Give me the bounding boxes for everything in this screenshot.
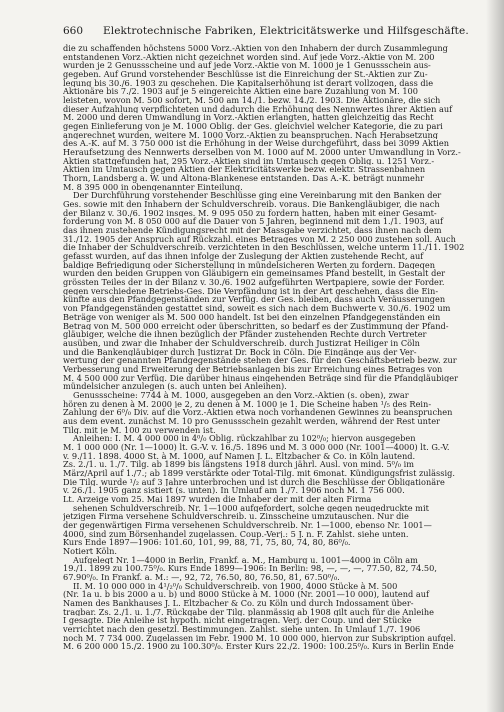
page-header	[63, 25, 483, 39]
text-line: künfte aus den Pfandgegenständen zur Verfüg. der Ges. bleiben, dass auch Veräusserungen	[63, 295, 446, 305]
text-line: entstandenen Vorz.-Aktien nicht gezeichnet worden sind. Auf jede Vorz.-Aktie von M. 200	[63, 52, 435, 62]
text-line: noch M. 7 734 000. Zugelassen im Febr. 1900 M. 10 000 000, hiervon zur Subskription aufgel.	[63, 633, 456, 643]
text-line: angerechnet wurden, weitere M. 1000 Vorz.-Aktien zu beanspruchen. Nach Herabsetzung	[63, 130, 439, 140]
text-line: Aufgelegt Nr. 1—4000 in Berlin, Frankf. a. M., Hamburg u. 1001—4000 in Cöln am	[73, 555, 418, 565]
text-line: die zu schaffenden höchstens 5000 Vorz.-Aktien von den Inhabern der durch Zusammlegung	[63, 44, 448, 53]
text-line: Beträge von weniger als M. 500 000 handelt. Ist bei den einzelnen Pfandgegenständen ein	[63, 312, 441, 322]
text-line: M. 6 200 000 15./2. 1900 zu 100.30⁰/₀. Erster Kurs 22./2. 1900: 100.25⁰/₀. Kurs in Berlin Ende	[63, 642, 454, 652]
text-line: Die Tilg. wurde ¹/₂ auf 3 Jahre unterbrochen und ist durch die Beschlüsse der Obligationäre	[63, 477, 445, 487]
text-line: wertung der genannten Pfandgegenstände stehen der Ges. für den Geschäftsbetrieb bezw. zur	[63, 356, 457, 365]
text-line: I gesagte. Die Anleihe ist hypoth. nicht eingetragen. Verj. der Coup. und der Stücke	[63, 616, 412, 626]
text-line: hören zu denen à M. 2000 je 2, zu denen à M. 1000 je 1. Die Scheine haben ¹/₅ des Rein-	[63, 399, 432, 409]
text-line: Der Durchführung vorstehender Beschlüsse ging eine Vereinbarung mit den Banken der	[73, 191, 442, 201]
text-line: M. 4 500 000 zur Verfüg. Die darüber hinaus eingehenden Beträge sind für die Pfandgläubiger	[63, 373, 458, 383]
text-line: Aktien im Umtausch gegen Aktien der Elektricitätswerke bezw. elektr. Strassenbahnen	[63, 165, 426, 175]
text-line: ausüben, und zwar die Inhaber der Schuldverschreib. durch Justizrat Heiliger in Cöln	[63, 338, 420, 348]
text-line: verrichtet nach den gesetzl. Bestimmungen. Zahlst. siehe unten. In Umlauf 1./7. 1906	[63, 625, 421, 634]
text-line: Tilg. mit je M. 100 zu verwenden ist.	[63, 425, 216, 435]
text-line: das ihnen zustehende Kündigungsrecht mit der Massgabe verzichtet, dass ihnen nach dem	[63, 226, 442, 235]
text-line: Betrag von M. 500 000 erreicht oder überschritten, so bedarf es der Zustimmung der Pfand-	[63, 321, 449, 331]
text-line: v. 26./1. 1905 ganz sistiert (s. unten). In Umlauf am 1./7. 1906 noch M. 1 756 000.	[63, 486, 405, 495]
text-line: Lt. Arzeige vom 25. Mai 1897 wurden die Inhaber der mit der alten Firma	[63, 494, 372, 504]
text-line: jetzigen Firma versehene Schuldverschreib. u. Zinsscheine umzutauschen. Nur die	[63, 512, 409, 521]
text-line: von Pfandgegenständen gestattet sind, soweit es sich nach dem Buchwerte v. 30./6. 1902 um	[63, 304, 451, 313]
text-line: der Bilanz v. 30./6. 1902 insges. M. 9 095 050 zu fordern hatten, haben mit einer Gesamt-	[63, 208, 437, 218]
text-line: M. 8 395 000 in obengenannter Einteilung.	[63, 182, 243, 192]
text-line: Aktionäre bis 7./2. 1903 auf je 5 eingereichte Aktien eine bare Zuzahlung von M. 100	[63, 87, 418, 97]
body-text	[63, 44, 487, 651]
running-title: Elektrotechnische Fabriken, Elektricitätswerke und Hilfsgeschäfte.	[103, 25, 469, 37]
text-line: gegen Einlieferung von je M. 1000 Oblig. der Ges. gleichviel welcher Kategorie, die zu pari	[63, 122, 443, 131]
text-line: gegeben. Auf Grund vorstehender Beschlüsse ist die Einreichung der St.-Aktien zur Zu-	[63, 70, 428, 79]
text-line: wurden je 2 Genussscheine und auf jede Vorz.-Aktie von M. 1000 je 1 Genussschein aus-	[63, 61, 431, 71]
text-line: mündelsicher anzulegen (s. auch unten bei Anleihen).	[63, 382, 287, 391]
text-line: 4000, sind zum Börsenhandel zugelassen. Coup.-Verj.: 5 J. n. F. Zahlst. siehe unten.	[63, 529, 409, 539]
text-line: Zahlung der 6⁰/₀ Div. auf die Vorz.-Aktien etwa noch vorhandenen Gewinnes zu beanspruchen	[63, 408, 453, 417]
text-line: Aktien stattgefunden hat, 295 Vorz.-Aktien sind im Umtausch gegen Oblig. u. 1251 Vorz.-	[63, 156, 435, 166]
text-line: des A.-K. auf M. 3 750 000 ist die Erhöhung in der Weise durchgeführt, dass bei 3099 Aktien	[63, 139, 450, 149]
text-line: M. 2000 und deren Umwandlung in Vorz.-Aktien erlangten, hatten gleichzeitig das Recht	[63, 113, 434, 123]
text-line: Kurs Ende 1897—1906: 101.60, 101, 99, 88, 71, 75, 80, 74, 80, 86⁰/₀.	[63, 538, 351, 547]
text-line: grössten Teiles der in der Bilanz v. 30./6. 1902 aufgeführten Wertpapiere, sowie der Forder.	[63, 278, 445, 287]
text-line: 19./1. 1899 zu 100.75⁰/₀. Kurs Ende 1899—1906: In Berlin: 98, —, —, —, 77.50, 82, 74.50,	[63, 564, 437, 573]
page-edge-shadow	[486, 0, 504, 712]
text-line: dieser Aufzahlung verpflichteten und dadurch die Erhöhung des Nennwertes ihrer Aktien auf	[63, 104, 453, 114]
text-line: (Nr. 1a u. b bis 2000 a u. b) und 8000 Stücke à M. 1000 (Nr. 2001—10 000), lautend auf	[63, 590, 430, 599]
text-line: März/April auf 1./7.; ab 1899 verstärkte oder Total-Tilg. mit 6monat. Kündigungsfrist zulässig.	[63, 468, 455, 478]
text-line: legung bis 30./6. 1903 zu geschehen. Die Kapitalserhöhung ist derart vollzogen, dass die	[63, 78, 434, 88]
text-line: forderung von M. 8 050 000 auf die Dauer von 5 Jahren, beginnend mit dem 1./1. 1903, auf	[63, 217, 444, 227]
text-line: gläubiger, welche die ihnen bezüglich der Pfänder zustehenden Rechte durch Vertreter	[63, 330, 427, 339]
text-line: 31./12. 1905 der Anspruch auf Rückzahl. eines Betrages von M. 2 250 000 zustehen soll. Auch	[63, 234, 456, 244]
text-line: 67.90⁰/₀. In Frankf. a. M.: —, 92, 72, 76.50, 80, 76.50, 81, 67.50⁰/₀.	[63, 572, 340, 582]
text-line: Notiert Köln.	[63, 546, 117, 556]
text-line: leisteten, wovon M. 500 sofort, M. 500 am 14./1. bezw. 14./2. 1903. Die Aktionäre, die sich	[63, 96, 441, 105]
text-line: Thorn, Landsberg a. W. und Altona-Blankenese entstanden. Das A.-K. beträgt nunmehr	[63, 174, 425, 183]
text-line: Verbesserung und Erweiterung der Betriebsanlagen bis zur Erreichung eines Betrages von	[63, 364, 443, 374]
text-line: Anleihen: I. M. 4 000 000 in 4⁰/₀ Oblig. rückzahlbar zu 102⁰/₀; hiervon ausgegeben	[73, 434, 416, 443]
page-number: 660	[63, 25, 84, 37]
text-line: Zs. 2./1. u. 1./7. Tilg. ab 1899 bis längstens 1918 durch jährl. Ausl. von mind. 5⁰/₀ im	[63, 460, 414, 469]
text-line: II. M. 10 000 000 in 4¹/₂⁰/₀ Schuldverschreib. von 1900, 4000 Stücke à M. 500	[73, 581, 398, 591]
text-line: Namen des Bankhauses J. L. Eltzbacher & Co. zu Köln und durch Indossament über-	[63, 599, 414, 608]
text-line: tragbar. Zs. 2./1. u. 1./7. Rückgabe der Tilg. planmässig ab 1908 gilt auch für die Anleihe	[63, 607, 434, 617]
text-line: und die Bankengläubiger durch Justizrat Dr. Bock in Cöln. Die Eingänge aus der Ver-	[63, 347, 417, 357]
text-line: baldige Befriedigung oder Sicherstellung in mündelsicheren Werten zu fordern. Dagegen	[63, 260, 436, 270]
text-line: die Inhaber der Schuldverschreib. verzichteten in den Beschlüssen, welche unterm 11./11. 1902	[63, 243, 465, 253]
text-line: Heraufsetzung des Nennwerts derselben von M. 1000 auf M. 2000 unter Umwandlung in Vorz.-	[63, 148, 461, 157]
text-line: aus dem event. zunächst M. 10 pro Genussschein gezahlt werden, während der Rest unter	[63, 416, 440, 426]
text-line: der gegenwärtigen Firma versehenen Schuldverschreib. Nr. 1—1000, ebenso Nr. 1001—	[63, 520, 432, 530]
text-line: Ges. sowie mit den Inhabern der Schuldverschreib. voraus. Die Bankengläubiger, die nach	[63, 200, 440, 209]
text-line: Genussscheine: 7744 à M. 1000, ausgegeben an den Vorz.-Aktien (s. oben), zwar	[73, 390, 409, 400]
text-line: wurden den beiden Gruppen von Gläubigern ein gemeinsames Pfand bestellt, in Gestalt der	[63, 269, 446, 279]
text-line: M. 1 000 000 (Nr. 1—1000) lt. G.-V. v. 16./5. 1896 und M. 3 000 000 (Nr. 1001—4000) lt. G.-V.	[63, 442, 450, 452]
text-line: gefasst wurden, auf das ihnen infolge der Zuslegung der Aktien zustehende Recht, auf	[63, 252, 424, 261]
text-line: gegen verschiedene Betriebs-Ges. Die Verpfändung ist in der Art geschehen, dass die Ein-	[63, 286, 439, 296]
text-line: v. 9./11. 1898. 4000 St. à M. 1000, auf Namen J. L. Eltzbacher & Co. in Köln lautend.	[63, 451, 416, 461]
text-line: sehenen Schuldverschreib. Nr. 1—1000 aufgefordert, solche gegen neugedruckte mit	[73, 503, 429, 513]
